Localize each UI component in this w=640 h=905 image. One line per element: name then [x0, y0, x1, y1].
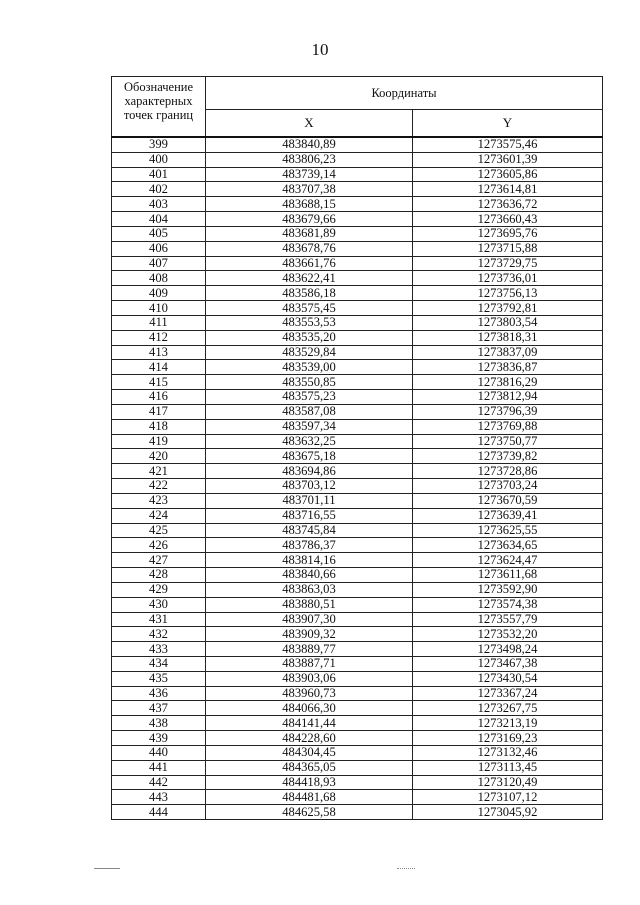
table-row: [112, 434, 603, 449]
y-coordinate-cell: 1273213,19: [413, 716, 603, 731]
point-number-cell: 402: [112, 182, 206, 197]
table-row: [112, 731, 603, 746]
x-coordinate-cell: 483739,14: [206, 167, 413, 182]
table-body: [112, 137, 603, 820]
x-coordinate-cell: 483694,86: [206, 464, 413, 479]
x-coordinate-cell: 483529,84: [206, 345, 413, 360]
table-row: [112, 330, 603, 345]
y-coordinate-cell: 1273625,55: [413, 523, 603, 538]
table-row: [112, 538, 603, 553]
point-number-cell: 427: [112, 553, 206, 568]
y-coordinate-cell: 1273715,88: [413, 241, 603, 256]
y-column-header: Y: [413, 110, 603, 138]
y-coordinate-cell: 1273728,86: [413, 464, 603, 479]
boundary-coordinates-table: [111, 76, 603, 820]
x-coordinate-cell: 483550,85: [206, 375, 413, 390]
point-number-cell: 433: [112, 642, 206, 657]
x-coordinate-cell: 483701,11: [206, 493, 413, 508]
table-row: [112, 360, 603, 375]
y-coordinate-cell: 1273812,94: [413, 390, 603, 405]
y-coordinate-cell: 1273532,20: [413, 627, 603, 642]
x-coordinate-cell: 483909,32: [206, 627, 413, 642]
point-number-cell: 411: [112, 315, 206, 330]
x-coordinate-cell: 484304,45: [206, 745, 413, 760]
x-coordinate-cell: 483814,16: [206, 553, 413, 568]
point-number-cell: 412: [112, 330, 206, 345]
table-row: [112, 568, 603, 583]
point-number-cell: 406: [112, 241, 206, 256]
point-number-cell: 429: [112, 582, 206, 597]
y-coordinate-cell: 1273132,46: [413, 745, 603, 760]
x-coordinate-cell: 483535,20: [206, 330, 413, 345]
x-coordinate-cell: 483688,15: [206, 197, 413, 212]
table-row: [112, 286, 603, 301]
y-coordinate-cell: 1273113,45: [413, 760, 603, 775]
point-number-cell: 417: [112, 404, 206, 419]
x-coordinate-cell: 483675,18: [206, 449, 413, 464]
point-number-cell: 404: [112, 212, 206, 227]
y-coordinate-cell: 1273729,75: [413, 256, 603, 271]
x-coordinate-cell: 483716,55: [206, 508, 413, 523]
x-coordinate-cell: 483745,84: [206, 523, 413, 538]
y-coordinate-cell: 1273792,81: [413, 301, 603, 316]
y-coordinate-cell: 1273695,76: [413, 226, 603, 241]
x-coordinate-cell: 483880,51: [206, 597, 413, 612]
point-number-cell: 428: [112, 568, 206, 583]
x-coordinate-cell: 483597,34: [206, 419, 413, 434]
x-coordinate-cell: 483863,03: [206, 582, 413, 597]
y-coordinate-cell: 1273739,82: [413, 449, 603, 464]
y-coordinate-cell: 1273045,92: [413, 805, 603, 820]
point-number-cell: 423: [112, 493, 206, 508]
x-coordinate-cell: 483707,38: [206, 182, 413, 197]
table-row: [112, 612, 603, 627]
coordinates-header: Координаты: [206, 77, 603, 110]
y-coordinate-cell: 1273169,23: [413, 731, 603, 746]
x-coordinate-cell: 483632,25: [206, 434, 413, 449]
point-number-cell: 405: [112, 226, 206, 241]
x-coordinate-cell: 483903,06: [206, 671, 413, 686]
y-coordinate-cell: 1273837,09: [413, 345, 603, 360]
y-coordinate-cell: 1273660,43: [413, 212, 603, 227]
point-number-cell: 420: [112, 449, 206, 464]
x-coordinate-cell: 483678,76: [206, 241, 413, 256]
x-coordinate-cell: 484228,60: [206, 731, 413, 746]
table-row: [112, 256, 603, 271]
table-row: [112, 137, 603, 152]
table-row: [112, 301, 603, 316]
point-number-cell: 431: [112, 612, 206, 627]
point-number-cell: 432: [112, 627, 206, 642]
point-number-cell: 407: [112, 256, 206, 271]
x-coordinate-cell: 483907,30: [206, 612, 413, 627]
table-row: [112, 152, 603, 167]
table-row: [112, 197, 603, 212]
x-coordinate-cell: 483889,77: [206, 642, 413, 657]
x-coordinate-cell: 483786,37: [206, 538, 413, 553]
x-coordinate-cell: 484418,93: [206, 775, 413, 790]
y-coordinate-cell: 1273750,77: [413, 434, 603, 449]
table-row: [112, 508, 603, 523]
table-row: [112, 805, 603, 820]
table-row: [112, 226, 603, 241]
point-number-cell: 415: [112, 375, 206, 390]
y-coordinate-cell: 1273498,24: [413, 642, 603, 657]
x-coordinate-cell: 483703,12: [206, 479, 413, 494]
point-number-cell: 416: [112, 390, 206, 405]
point-number-cell: 434: [112, 656, 206, 671]
table-row: [112, 656, 603, 671]
y-coordinate-cell: 1273624,47: [413, 553, 603, 568]
y-coordinate-cell: 1273557,79: [413, 612, 603, 627]
point-number-cell: 419: [112, 434, 206, 449]
y-coordinate-cell: 1273639,41: [413, 508, 603, 523]
y-coordinate-cell: 1273614,81: [413, 182, 603, 197]
x-coordinate-cell: 483539,00: [206, 360, 413, 375]
y-coordinate-cell: 1273756,13: [413, 286, 603, 301]
point-number-cell: 436: [112, 686, 206, 701]
table-row: [112, 597, 603, 612]
point-number-cell: 435: [112, 671, 206, 686]
table-row: [112, 167, 603, 182]
point-number-cell: 425: [112, 523, 206, 538]
x-coordinate-cell: 484141,44: [206, 716, 413, 731]
table-row: [112, 716, 603, 731]
table-row: [112, 493, 603, 508]
x-coordinate-cell: 483553,53: [206, 315, 413, 330]
footer-mark: [397, 868, 415, 869]
point-number-cell: 437: [112, 701, 206, 716]
point-number-cell: 422: [112, 479, 206, 494]
y-coordinate-cell: 1273803,54: [413, 315, 603, 330]
x-coordinate-cell: 484625,58: [206, 805, 413, 820]
point-number-cell: 442: [112, 775, 206, 790]
y-coordinate-cell: 1273107,12: [413, 790, 603, 805]
table-row: [112, 582, 603, 597]
table-row: [112, 686, 603, 701]
table-row: [112, 404, 603, 419]
y-coordinate-cell: 1273592,90: [413, 582, 603, 597]
x-coordinate-cell: 483679,66: [206, 212, 413, 227]
point-number-cell: 441: [112, 760, 206, 775]
table-row: [112, 271, 603, 286]
point-number-cell: 439: [112, 731, 206, 746]
point-number-cell: 401: [112, 167, 206, 182]
x-coordinate-cell: 484365,05: [206, 760, 413, 775]
point-number-cell: 424: [112, 508, 206, 523]
point-number-cell: 440: [112, 745, 206, 760]
point-number-cell: 410: [112, 301, 206, 316]
table-row: [112, 212, 603, 227]
table-row: [112, 464, 603, 479]
point-number-cell: 418: [112, 419, 206, 434]
point-number-cell: 426: [112, 538, 206, 553]
point-number-cell: 409: [112, 286, 206, 301]
table-row: [112, 449, 603, 464]
point-number-cell: 408: [112, 271, 206, 286]
table-row: [112, 241, 603, 256]
x-coordinate-cell: 483575,45: [206, 301, 413, 316]
y-coordinate-cell: 1273267,75: [413, 701, 603, 716]
point-number-cell: 403: [112, 197, 206, 212]
y-coordinate-cell: 1273636,72: [413, 197, 603, 212]
x-coordinate-cell: 483587,08: [206, 404, 413, 419]
y-coordinate-cell: 1273796,39: [413, 404, 603, 419]
x-coordinate-cell: 483586,18: [206, 286, 413, 301]
table-row: [112, 523, 603, 538]
table-row: [112, 479, 603, 494]
x-coordinate-cell: 483840,66: [206, 568, 413, 583]
x-coordinate-cell: 484481,68: [206, 790, 413, 805]
y-coordinate-cell: 1273120,49: [413, 775, 603, 790]
point-number-cell: 399: [112, 137, 206, 152]
point-number-cell: 400: [112, 152, 206, 167]
x-coordinate-cell: 483575,23: [206, 390, 413, 405]
table-row: [112, 775, 603, 790]
x-coordinate-cell: 484066,30: [206, 701, 413, 716]
y-coordinate-cell: 1273467,38: [413, 656, 603, 671]
y-coordinate-cell: 1273703,24: [413, 479, 603, 494]
point-number-cell: 444: [112, 805, 206, 820]
y-coordinate-cell: 1273574,38: [413, 597, 603, 612]
x-coordinate-cell: 483806,23: [206, 152, 413, 167]
table-row: [112, 745, 603, 760]
y-coordinate-cell: 1273836,87: [413, 360, 603, 375]
table-row: [112, 315, 603, 330]
y-coordinate-cell: 1273367,24: [413, 686, 603, 701]
table-row: [112, 345, 603, 360]
y-coordinate-cell: 1273816,29: [413, 375, 603, 390]
y-coordinate-cell: 1273575,46: [413, 137, 603, 152]
x-coordinate-cell: 483661,76: [206, 256, 413, 271]
x-column-header: X: [206, 110, 413, 138]
table-row: [112, 182, 603, 197]
y-coordinate-cell: 1273605,86: [413, 167, 603, 182]
y-coordinate-cell: 1273736,01: [413, 271, 603, 286]
point-number-cell: 414: [112, 360, 206, 375]
table-row: [112, 642, 603, 657]
y-coordinate-cell: 1273670,59: [413, 493, 603, 508]
points-column-header: Обозначение характерных точек границ: [112, 77, 206, 138]
table-row: [112, 790, 603, 805]
y-coordinate-cell: 1273601,39: [413, 152, 603, 167]
y-coordinate-cell: 1273634,65: [413, 538, 603, 553]
page-number: 10: [311, 40, 329, 59]
x-coordinate-cell: 483681,89: [206, 226, 413, 241]
y-coordinate-cell: 1273818,31: [413, 330, 603, 345]
x-coordinate-cell: 483840,89: [206, 137, 413, 152]
point-number-cell: 413: [112, 345, 206, 360]
point-number-cell: 438: [112, 716, 206, 731]
y-coordinate-cell: 1273611,68: [413, 568, 603, 583]
point-number-cell: 443: [112, 790, 206, 805]
y-coordinate-cell: 1273430,54: [413, 671, 603, 686]
x-coordinate-cell: 483960,73: [206, 686, 413, 701]
table-row: [112, 419, 603, 434]
table-row: [112, 390, 603, 405]
x-coordinate-cell: 483622,41: [206, 271, 413, 286]
table-row: [112, 671, 603, 686]
table-row: [112, 701, 603, 716]
footer-mark: [94, 868, 120, 869]
table-row: [112, 760, 603, 775]
point-number-cell: 421: [112, 464, 206, 479]
y-coordinate-cell: 1273769,88: [413, 419, 603, 434]
table-row: [112, 553, 603, 568]
point-number-cell: 430: [112, 597, 206, 612]
x-coordinate-cell: 483887,71: [206, 656, 413, 671]
table-row: [112, 627, 603, 642]
table-row: [112, 375, 603, 390]
